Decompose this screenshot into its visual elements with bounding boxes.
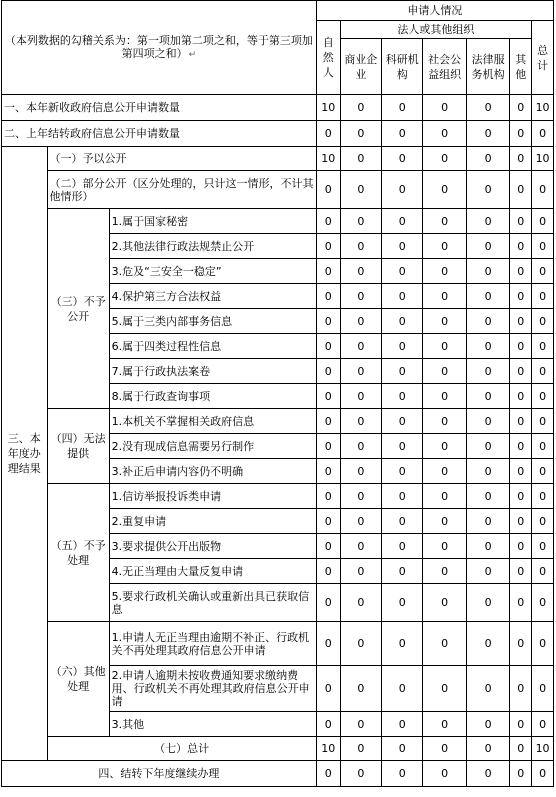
cell: 10 xyxy=(532,95,554,121)
cell: 0 xyxy=(340,121,381,147)
cell: 0 xyxy=(382,434,423,459)
cell: 10 xyxy=(532,147,554,171)
row-label: 2.重复申请 xyxy=(109,509,316,534)
cell: 0 xyxy=(466,309,509,334)
cell: 0 xyxy=(382,171,423,209)
cell: 0 xyxy=(532,761,554,787)
cell: 0 xyxy=(340,484,381,509)
cell: 0 xyxy=(316,534,340,559)
cell: 0 xyxy=(382,584,423,622)
cell: 0 xyxy=(532,359,554,384)
row-label: 1.属于国家秘密 xyxy=(109,209,316,234)
cell: 0 xyxy=(532,234,554,259)
cell: 0 xyxy=(316,284,340,309)
cell: 0 xyxy=(340,95,381,121)
cell: 0 xyxy=(532,259,554,284)
row-label: 5.要求行政机关确认或重新出具已获取信息 xyxy=(109,584,316,622)
table-row xyxy=(2,409,554,434)
cell: 10 xyxy=(316,95,340,121)
cell: 0 xyxy=(532,459,554,484)
cell: 0 xyxy=(466,622,509,666)
cell: 0 xyxy=(423,384,466,409)
cell: 0 xyxy=(340,309,381,334)
cell: 0 xyxy=(510,484,532,509)
cell: 0 xyxy=(423,459,466,484)
cell: 0 xyxy=(316,434,340,459)
cell: 0 xyxy=(382,622,423,666)
cell: 0 xyxy=(382,534,423,559)
cell: 0 xyxy=(316,384,340,409)
col-research: 科研机构 xyxy=(382,39,423,95)
cell: 0 xyxy=(532,409,554,434)
cell: 0 xyxy=(382,284,423,309)
cell: 0 xyxy=(316,309,340,334)
cell: 0 xyxy=(382,359,423,384)
row-label: （一）予以公开 xyxy=(47,147,316,171)
row-label: 4.无正当理由大量反复申请 xyxy=(109,559,316,584)
cell: 0 xyxy=(340,559,381,584)
cell: 0 xyxy=(466,737,509,761)
cell: 0 xyxy=(423,534,466,559)
row-label: 2.没有现成信息需要另行制作 xyxy=(109,434,316,459)
cell: 0 xyxy=(423,737,466,761)
cell: 0 xyxy=(340,666,381,712)
cell: 0 xyxy=(382,737,423,761)
cell: 0 xyxy=(340,761,381,787)
cell: 0 xyxy=(532,666,554,712)
cell: 10 xyxy=(316,737,340,761)
cell: 0 xyxy=(382,121,423,147)
cell: 0 xyxy=(510,359,532,384)
cell: 0 xyxy=(382,559,423,584)
cell: 0 xyxy=(382,259,423,284)
cell: 0 xyxy=(466,666,509,712)
cell: 0 xyxy=(466,259,509,284)
cell: 0 xyxy=(316,666,340,712)
cell: 10 xyxy=(532,737,554,761)
cell: 0 xyxy=(466,559,509,584)
unable-group-label: （四）无法提供 xyxy=(47,409,109,484)
cell: 0 xyxy=(423,171,466,209)
cell: 0 xyxy=(382,409,423,434)
cell: 0 xyxy=(532,484,554,509)
cell: 0 xyxy=(382,459,423,484)
cell: 0 xyxy=(510,171,532,209)
cell: 0 xyxy=(382,234,423,259)
cell: 0 xyxy=(340,334,381,359)
cell: 0 xyxy=(316,761,340,787)
cell: 0 xyxy=(340,509,381,534)
cell: 0 xyxy=(340,147,381,171)
statistics-table xyxy=(1,0,554,787)
cell: 0 xyxy=(532,559,554,584)
cell: 0 xyxy=(532,434,554,459)
cell: 0 xyxy=(340,712,381,737)
table-row xyxy=(2,147,554,171)
row-label: 2.其他法律行政法规禁止公开 xyxy=(109,234,316,259)
col-commercial: 商业企业 xyxy=(340,39,381,95)
row-label: 7.属于行政执法案卷 xyxy=(109,359,316,384)
cell: 0 xyxy=(423,712,466,737)
refuse-group-label: （三）不予公开 xyxy=(47,209,109,409)
cell: 0 xyxy=(316,209,340,234)
cell: 0 xyxy=(423,666,466,712)
cell: 0 xyxy=(510,234,532,259)
cell: 0 xyxy=(316,259,340,284)
row-label: 二、上年结转政府信息公开申请数量 xyxy=(2,121,317,147)
cell: 0 xyxy=(382,761,423,787)
cell: 0 xyxy=(532,334,554,359)
cell: 0 xyxy=(382,509,423,534)
cell: 0 xyxy=(340,384,381,409)
cell: 0 xyxy=(510,459,532,484)
cell: 0 xyxy=(316,509,340,534)
cell: 0 xyxy=(466,171,509,209)
cell: 0 xyxy=(423,559,466,584)
col-public-welfare: 社会公益组织 xyxy=(423,39,466,95)
cell: 0 xyxy=(466,459,509,484)
cell: 0 xyxy=(510,334,532,359)
table-row xyxy=(2,171,554,209)
cell: 0 xyxy=(340,534,381,559)
cell: 0 xyxy=(423,509,466,534)
other-group-label: （六）其他处理 xyxy=(47,622,109,737)
cell: 0 xyxy=(532,622,554,666)
section3-label: 三、本年度办理结果 xyxy=(2,147,48,761)
cell: 0 xyxy=(382,147,423,171)
cell: 0 xyxy=(316,559,340,584)
cell: 0 xyxy=(316,584,340,622)
cell: 0 xyxy=(340,737,381,761)
row-label: 3.危及“三安全一稳定” xyxy=(109,259,316,284)
cell: 0 xyxy=(423,434,466,459)
cell: 0 xyxy=(466,209,509,234)
cell: 0 xyxy=(532,384,554,409)
col-legal-service: 法律服务机构 xyxy=(466,39,509,95)
cell: 0 xyxy=(340,171,381,209)
cell: 0 xyxy=(340,259,381,284)
cell: 0 xyxy=(510,509,532,534)
cell: 0 xyxy=(510,761,532,787)
cell: 0 xyxy=(466,712,509,737)
cell: 0 xyxy=(316,409,340,434)
cell: 0 xyxy=(340,359,381,384)
cell: 0 xyxy=(510,284,532,309)
cell: 0 xyxy=(532,284,554,309)
row-label: （二）部分公开（区分处理的，只计这一情形，不计其他情形） xyxy=(47,171,316,209)
cell: 0 xyxy=(423,359,466,384)
cell: 0 xyxy=(423,484,466,509)
row-label: （七）总计 xyxy=(47,737,316,761)
cell: 0 xyxy=(532,534,554,559)
cell: 10 xyxy=(316,147,340,171)
cell: 0 xyxy=(340,409,381,434)
cell: 0 xyxy=(510,434,532,459)
cell: 0 xyxy=(510,712,532,737)
header-note: （本列数据的勾稽关系为：第一项加第二项之和，等于第三项加第四项之和）↵ xyxy=(2,1,317,95)
row-label: 2.申请人逾期未按收费通知要求缴纳费用、行政机关不再处理其政府信息公开申请 xyxy=(109,666,316,712)
cell: 0 xyxy=(382,712,423,737)
cell: 0 xyxy=(532,209,554,234)
col-natural-person: 自然人 xyxy=(316,21,340,95)
cell: 0 xyxy=(532,584,554,622)
cell: 0 xyxy=(382,209,423,234)
row-label: 4.保护第三方合法权益 xyxy=(109,284,316,309)
row-label: 3.补正后申请内容仍不明确 xyxy=(109,459,316,484)
cell: 0 xyxy=(510,622,532,666)
table-row xyxy=(2,622,554,666)
cell: 0 xyxy=(510,409,532,434)
cell: 0 xyxy=(423,209,466,234)
cell: 0 xyxy=(466,334,509,359)
cell: 0 xyxy=(466,584,509,622)
row-label: 3.其他 xyxy=(109,712,316,737)
cell: 0 xyxy=(382,95,423,121)
cell: 0 xyxy=(316,234,340,259)
row-label: 1.本机关不掌握相关政府信息 xyxy=(109,409,316,434)
cell: 0 xyxy=(532,509,554,534)
table-row xyxy=(2,737,554,761)
cell: 0 xyxy=(510,584,532,622)
cell: 0 xyxy=(510,534,532,559)
cell: 0 xyxy=(340,234,381,259)
cell: 0 xyxy=(466,509,509,534)
cell: 0 xyxy=(510,384,532,409)
cell: 0 xyxy=(423,234,466,259)
cell: 0 xyxy=(510,259,532,284)
cell: 0 xyxy=(316,712,340,737)
cell: 0 xyxy=(340,434,381,459)
row-label: 8.属于行政查询事项 xyxy=(109,384,316,409)
cell: 0 xyxy=(382,484,423,509)
table-row xyxy=(2,121,554,147)
table-row xyxy=(2,484,554,509)
table-row xyxy=(2,209,554,234)
cell: 0 xyxy=(340,284,381,309)
row-label: 1.信访举报投诉类申请 xyxy=(109,484,316,509)
cell: 0 xyxy=(316,171,340,209)
cell: 0 xyxy=(532,309,554,334)
cell: 0 xyxy=(423,409,466,434)
cell: 0 xyxy=(510,147,532,171)
cell: 0 xyxy=(382,384,423,409)
cell: 0 xyxy=(423,259,466,284)
cell: 0 xyxy=(466,434,509,459)
cell: 0 xyxy=(466,359,509,384)
legal-group-header: 法人或其他组织 xyxy=(340,21,532,39)
applicant-info-header: 申请人情况 xyxy=(316,1,553,21)
cell: 0 xyxy=(423,334,466,359)
cell: 0 xyxy=(316,334,340,359)
cell: 0 xyxy=(466,384,509,409)
cell: 0 xyxy=(423,147,466,171)
cell: 0 xyxy=(382,666,423,712)
row-label: 6.属于四类过程性信息 xyxy=(109,334,316,359)
cell: 0 xyxy=(423,121,466,147)
cell: 0 xyxy=(382,334,423,359)
cell: 0 xyxy=(466,121,509,147)
table-row xyxy=(2,761,554,787)
cell: 0 xyxy=(466,409,509,434)
row-label: 四、结转下年度继续办理 xyxy=(2,761,317,787)
cell: 0 xyxy=(510,309,532,334)
row-label: 一、本年新收政府信息公开申请数量 xyxy=(2,95,317,121)
cell: 0 xyxy=(340,209,381,234)
cell: 0 xyxy=(423,584,466,622)
cell: 0 xyxy=(316,484,340,509)
cell: 0 xyxy=(340,622,381,666)
cell: 0 xyxy=(466,234,509,259)
cell: 0 xyxy=(510,559,532,584)
cell: 0 xyxy=(423,622,466,666)
cell: 0 xyxy=(510,95,532,121)
col-total: 总计 xyxy=(532,21,554,95)
cell: 0 xyxy=(423,284,466,309)
cell: 0 xyxy=(340,459,381,484)
cell: 0 xyxy=(316,359,340,384)
col-other: 其他 xyxy=(510,39,532,95)
table-row xyxy=(2,95,554,121)
cell: 0 xyxy=(466,284,509,309)
cell: 0 xyxy=(466,534,509,559)
cell: 0 xyxy=(510,737,532,761)
cell: 0 xyxy=(466,147,509,171)
cell: 0 xyxy=(316,622,340,666)
cell: 0 xyxy=(510,666,532,712)
cell: 0 xyxy=(382,309,423,334)
row-label: 1.申请人无正当理由逾期不补正、行政机关不再处理其政府信息公开申请 xyxy=(109,622,316,666)
cell: 0 xyxy=(532,121,554,147)
row-label: 3.要求提供公开出版物 xyxy=(109,534,316,559)
cell: 0 xyxy=(316,459,340,484)
cell: 0 xyxy=(423,95,466,121)
cell: 0 xyxy=(340,584,381,622)
noprocess-group-label: （五）不予处理 xyxy=(47,484,109,622)
cell: 0 xyxy=(510,121,532,147)
row-label: 5.属于三类内部事务信息 xyxy=(109,309,316,334)
cell: 0 xyxy=(532,171,554,209)
cell: 0 xyxy=(532,712,554,737)
cell: 0 xyxy=(510,209,532,234)
cell: 0 xyxy=(316,121,340,147)
cell: 0 xyxy=(423,761,466,787)
cell: 0 xyxy=(466,761,509,787)
cell: 0 xyxy=(466,484,509,509)
cell: 0 xyxy=(466,95,509,121)
cell: 0 xyxy=(423,309,466,334)
